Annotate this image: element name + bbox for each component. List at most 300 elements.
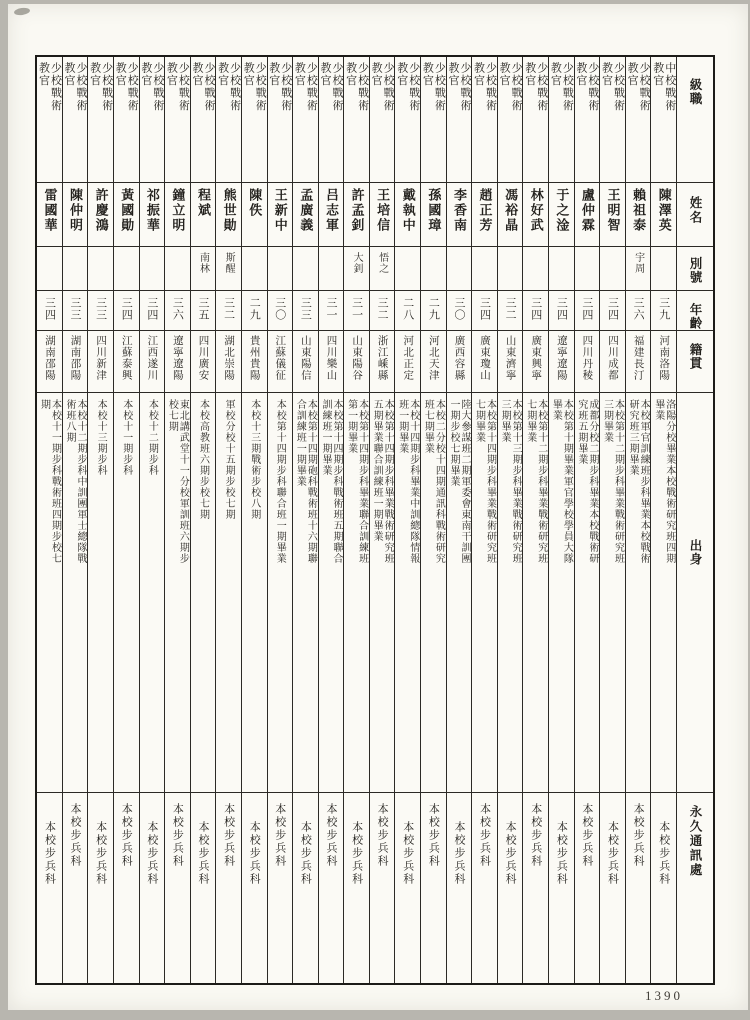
age-text: 三〇 [273, 297, 286, 321]
rank-cell [472, 57, 497, 183]
rank-text: 少校戰術教官 [446, 62, 471, 112]
background-text: 本校十四期步科畢業中訓總隊情報班一期畢業 [396, 399, 419, 564]
person-name: 林好武 [528, 188, 544, 233]
native-place-text: 湖北崇陽 [223, 335, 235, 381]
person-name: 戴執中 [400, 188, 416, 233]
person-name: 王培信 [375, 188, 391, 233]
age-text: 三四 [529, 297, 542, 321]
age-text: 三四 [606, 297, 619, 321]
rank-cell [37, 57, 62, 183]
native-place-text: 四川新津 [95, 335, 107, 381]
rank-cell [140, 57, 165, 183]
address-text: 本校步兵科 [94, 821, 107, 886]
native-place-cell [575, 331, 600, 393]
header-background-label: 出身 [688, 539, 702, 566]
rank-cell [523, 57, 548, 183]
name-cell [293, 183, 318, 247]
rank-text: 少校戰術教官 [191, 62, 216, 112]
alias-cell [319, 247, 344, 291]
age-text: 三四 [120, 297, 133, 321]
rank-cell [651, 57, 676, 183]
address-text: 本校步兵科 [555, 821, 568, 886]
age-cell [447, 291, 472, 331]
alias-cell [268, 247, 293, 291]
background-text: 本校第十二期步科畢業戰術研究班七期畢業 [524, 399, 547, 564]
address-cell [268, 793, 293, 983]
person-column [87, 57, 113, 983]
person-name: 王新中 [272, 188, 288, 233]
rank-text: 少校戰術教官 [63, 62, 88, 112]
native-place-cell [242, 331, 267, 393]
native-place-text: 遼寧遼陽 [171, 335, 183, 381]
person-name: 陳仲明 [68, 188, 84, 233]
native-place-text: 四川樂山 [325, 335, 337, 381]
address-text: 本校步兵科 [529, 803, 542, 868]
rank-cell [88, 57, 113, 183]
age-cell [293, 291, 318, 331]
native-place-cell [395, 331, 420, 393]
native-place-cell [140, 331, 165, 393]
name-cell [242, 183, 267, 247]
age-cell [498, 291, 523, 331]
age-text: 三四 [478, 297, 491, 321]
alias-cell [293, 247, 318, 291]
address-text: 本校步兵科 [657, 821, 670, 886]
address-text: 本校步兵科 [299, 821, 312, 886]
rank-text: 少校戰術教官 [242, 62, 267, 112]
background-cell [165, 393, 190, 793]
native-place-text: 河南洛陽 [658, 335, 670, 381]
person-name: 孟廣義 [298, 188, 314, 233]
background-cell [114, 393, 139, 793]
address-cell [421, 793, 446, 983]
person-column [292, 57, 318, 983]
background-cell [319, 393, 344, 793]
rank-cell [191, 57, 216, 183]
native-place-text: 四川成都 [607, 335, 619, 381]
address-cell [216, 793, 241, 983]
age-text: 三四 [580, 297, 593, 321]
background-text: 本校十二期步科 [146, 399, 158, 476]
header-rank-label: 級職 [688, 78, 702, 106]
address-text: 本校步兵科 [171, 803, 184, 868]
address-cell [626, 793, 651, 983]
header-name-label: 姓名 [688, 196, 702, 225]
native-place-text: 山東陽谷 [351, 335, 363, 381]
rank-cell [63, 57, 88, 183]
address-text: 本校步兵科 [43, 821, 56, 886]
native-place-cell [498, 331, 523, 393]
roster-table [37, 57, 713, 983]
background-text: 本校第十四期步科畢業戰術研究班七期畢業 [473, 399, 496, 564]
age-text: 二九 [427, 297, 440, 321]
age-cell [651, 291, 676, 331]
alias-cell [447, 247, 472, 291]
native-place-cell [600, 331, 625, 393]
age-cell [319, 291, 344, 331]
native-place-text: 福建長汀 [632, 335, 644, 381]
rank-text: 少校戰術教官 [421, 62, 446, 112]
address-cell [191, 793, 216, 983]
address-cell [344, 793, 369, 983]
background-cell [37, 393, 62, 793]
age-text: 三二 [222, 297, 235, 321]
name-cell [472, 183, 497, 247]
person-name: 馮裕晶 [503, 188, 519, 233]
header-name-cell [677, 183, 713, 247]
address-text: 本校步兵科 [376, 803, 389, 868]
address-text: 本校步兵科 [145, 821, 158, 886]
address-cell [165, 793, 190, 983]
native-place-cell [651, 331, 676, 393]
alias-cell [140, 247, 165, 291]
background-text: 本校二分校十四期通訊科戰術研究班七期畢業 [422, 399, 445, 564]
native-place-text: 廣東興寧 [530, 335, 542, 381]
background-cell [344, 393, 369, 793]
person-column [318, 57, 344, 983]
rank-cell [242, 57, 267, 183]
address-cell [523, 793, 548, 983]
background-text: 本校第十二期步科畢業戰術研究班三期畢業 [601, 399, 624, 564]
native-place-text: 江蘇儀征 [274, 335, 286, 381]
age-text: 三二 [504, 297, 517, 321]
name-cell [216, 183, 241, 247]
name-cell [575, 183, 600, 247]
header-native-place-cell [677, 331, 713, 393]
header-age-cell [677, 291, 713, 331]
name-cell [370, 183, 395, 247]
person-column [267, 57, 293, 983]
background-text: 成都分校二期步科畢業本校戰術研究班五期畢業 [575, 399, 598, 564]
background-cell [395, 393, 420, 793]
age-text: 三三 [94, 297, 107, 321]
address-text: 本校步兵科 [478, 803, 491, 868]
age-text: 三〇 [452, 297, 465, 321]
age-text: 三五 [197, 297, 210, 321]
age-cell [472, 291, 497, 331]
rank-cell [293, 57, 318, 183]
native-place-cell [344, 331, 369, 393]
native-place-cell [319, 331, 344, 393]
address-cell [88, 793, 113, 983]
name-cell [395, 183, 420, 247]
background-cell [216, 393, 241, 793]
name-cell [498, 183, 523, 247]
background-cell [575, 393, 600, 793]
address-cell [395, 793, 420, 983]
background-text: 本校第十三期步科畢業戰術研究班三期畢業 [499, 399, 522, 564]
rank-text: 少校戰術教官 [549, 62, 574, 112]
age-cell [216, 291, 241, 331]
native-place-text: 四川廣安 [197, 335, 209, 381]
background-cell [651, 393, 676, 793]
rank-text: 少校戰術教官 [370, 62, 395, 112]
name-cell [344, 183, 369, 247]
age-text: 三四 [43, 297, 56, 321]
background-cell [498, 393, 523, 793]
background-cell [140, 393, 165, 793]
background-cell [88, 393, 113, 793]
person-column [420, 57, 446, 983]
rank-text: 中校戰術教官 [651, 62, 676, 112]
background-text: 本校十一期步科戰術班四期步校七期 [38, 399, 61, 564]
age-cell [395, 291, 420, 331]
native-place-text: 遼寧遼陽 [555, 335, 567, 381]
native-place-text: 湖南邵陽 [43, 335, 55, 381]
age-text: 二八 [401, 297, 414, 321]
alias-cell [472, 247, 497, 291]
alias-cell [549, 247, 574, 291]
age-text: 三六 [171, 297, 184, 321]
alias-cell [575, 247, 600, 291]
rank-cell [114, 57, 139, 183]
person-column [164, 57, 190, 983]
native-place-cell [37, 331, 62, 393]
rank-text: 少校戰術教官 [626, 62, 651, 112]
rank-cell [626, 57, 651, 183]
person-column [37, 57, 62, 983]
person-name: 李香南 [451, 188, 467, 233]
person-name: 許慶鴻 [93, 188, 109, 233]
background-text: 本校十三期步科 [95, 399, 107, 476]
name-cell [549, 183, 574, 247]
alias-text: 悟之 [376, 252, 388, 274]
background-text: 本校第十四期步科戰術班五期聯合訓練班一期畢業 [319, 399, 342, 564]
native-place-cell [293, 331, 318, 393]
age-text: 二九 [248, 297, 261, 321]
native-place-text: 四川丹稜 [581, 335, 593, 381]
header-background-cell [677, 393, 713, 793]
address-cell [370, 793, 395, 983]
age-cell [88, 291, 113, 331]
native-place-cell [447, 331, 472, 393]
rank-text: 少校戰術教官 [139, 62, 164, 112]
alias-cell [63, 247, 88, 291]
person-column [497, 57, 523, 983]
alias-cell [242, 247, 267, 291]
address-text: 本校步兵科 [273, 803, 286, 868]
native-place-cell [626, 331, 651, 393]
name-cell [268, 183, 293, 247]
age-cell [63, 291, 88, 331]
alias-cell [370, 247, 395, 291]
age-cell [370, 291, 395, 331]
age-cell [268, 291, 293, 331]
rank-text: 少校戰術教官 [114, 62, 139, 112]
person-column [394, 57, 420, 983]
person-name: 程斌 [196, 188, 212, 218]
person-name: 鐘立明 [170, 188, 186, 233]
alias-cell [600, 247, 625, 291]
alias-cell [88, 247, 113, 291]
alias-cell [395, 247, 420, 291]
address-text: 本校步兵科 [504, 821, 517, 886]
person-name: 趙正芳 [477, 188, 493, 233]
rank-text: 少校戰術教官 [37, 62, 62, 112]
age-text: 三一 [350, 297, 363, 321]
address-cell [293, 793, 318, 983]
rank-cell [268, 57, 293, 183]
rank-text: 少校戰術教官 [318, 62, 343, 112]
rank-cell [165, 57, 190, 183]
person-column [446, 57, 472, 983]
header-native-place-label: 籍貫 [688, 343, 702, 370]
background-cell [63, 393, 88, 793]
native-place-cell [370, 331, 395, 393]
background-text: 本校第十四期步科聯合班一期畢業 [274, 399, 286, 564]
age-text: 三一 [324, 297, 337, 321]
address-text: 本校步兵科 [401, 821, 414, 886]
age-cell [575, 291, 600, 331]
person-column [650, 57, 676, 983]
address-text: 本校步兵科 [606, 821, 619, 886]
background-cell [191, 393, 216, 793]
native-place-cell [114, 331, 139, 393]
native-place-cell [549, 331, 574, 393]
address-text: 本校步兵科 [350, 821, 363, 886]
address-cell [37, 793, 62, 983]
person-column [625, 57, 651, 983]
native-place-cell [268, 331, 293, 393]
person-column [215, 57, 241, 983]
name-cell [191, 183, 216, 247]
age-text: 三三 [69, 297, 82, 321]
age-cell [626, 291, 651, 331]
person-name: 于之淦 [554, 188, 570, 233]
person-name: 陳佚 [247, 188, 263, 218]
header-alias-label: 別號 [688, 257, 702, 284]
header-alias-cell [677, 247, 713, 291]
alias-cell [421, 247, 446, 291]
person-column [522, 57, 548, 983]
name-cell [626, 183, 651, 247]
background-cell [549, 393, 574, 793]
name-cell [88, 183, 113, 247]
rank-text: 少校戰術教官 [293, 62, 318, 112]
alias-cell [626, 247, 651, 291]
native-place-text: 廣東瓊山 [479, 335, 491, 381]
background-cell [421, 393, 446, 793]
native-place-cell [88, 331, 113, 393]
address-text: 本校步兵科 [120, 803, 133, 868]
native-place-cell [191, 331, 216, 393]
address-cell [319, 793, 344, 983]
address-text: 本校步兵科 [197, 821, 210, 886]
address-cell [498, 793, 523, 983]
rank-text: 少校戰術教官 [600, 62, 625, 112]
background-text: 本校第十期畢業軍官學校學員大隊畢業 [550, 399, 573, 564]
address-text: 本校步兵科 [580, 803, 593, 868]
native-place-text: 河北天津 [427, 335, 439, 381]
person-column [113, 57, 139, 983]
person-column [471, 57, 497, 983]
rank-text: 少校戰術教官 [472, 62, 497, 112]
person-column [343, 57, 369, 983]
person-name: 孫國璋 [426, 188, 442, 233]
rank-text: 少校戰術教官 [395, 62, 420, 112]
alias-cell [114, 247, 139, 291]
address-cell [114, 793, 139, 983]
address-cell [63, 793, 88, 983]
header-column [676, 57, 713, 983]
native-place-text: 廣西容縣 [453, 335, 465, 381]
background-text: 本校高教班六期步校七期 [197, 399, 209, 520]
age-cell [549, 291, 574, 331]
alias-cell [344, 247, 369, 291]
address-cell [140, 793, 165, 983]
age-text: 三三 [299, 297, 312, 321]
background-cell [242, 393, 267, 793]
name-cell [600, 183, 625, 247]
native-place-text: 江蘇泰興 [120, 335, 132, 381]
header-age-label: 年齡 [688, 303, 702, 330]
person-column [62, 57, 88, 983]
person-column [599, 57, 625, 983]
background-cell [600, 393, 625, 793]
background-text: 本校第十四期砲科戰術班十六期聯合訓練班一期畢業 [294, 399, 317, 564]
background-cell [626, 393, 651, 793]
rank-cell [319, 57, 344, 183]
background-text: 本校十三期戰術步校八期 [248, 399, 260, 520]
person-name: 黃國勛 [119, 188, 135, 233]
age-cell [37, 291, 62, 331]
rank-text: 少校戰術教官 [165, 62, 190, 112]
background-text: 陸大參謀班二期軍委會東南干訓團一期步校七期畢業 [447, 399, 470, 564]
native-place-text: 貴州貴陽 [248, 335, 260, 381]
rank-text: 少校戰術教官 [88, 62, 113, 112]
alias-cell [37, 247, 62, 291]
person-column [574, 57, 600, 983]
alias-cell [523, 247, 548, 291]
person-column [241, 57, 267, 983]
age-cell [523, 291, 548, 331]
rank-cell [575, 57, 600, 183]
name-cell [319, 183, 344, 247]
header-address-cell [677, 793, 713, 983]
age-text: 三二 [376, 297, 389, 321]
name-cell [63, 183, 88, 247]
age-cell [140, 291, 165, 331]
alias-cell [216, 247, 241, 291]
rank-text: 少校戰術教官 [344, 62, 369, 112]
native-place-cell [472, 331, 497, 393]
background-cell [523, 393, 548, 793]
header-rank-cell [677, 57, 713, 183]
native-place-text: 浙江嵊縣 [376, 335, 388, 381]
rank-cell [216, 57, 241, 183]
name-cell [651, 183, 676, 247]
address-text: 本校步兵科 [632, 803, 645, 868]
address-text: 本校步兵科 [248, 821, 261, 886]
person-name: 盧仲霖 [579, 188, 595, 233]
native-place-text: 江西遂川 [146, 335, 158, 381]
person-column [190, 57, 216, 983]
person-name: 雷國華 [42, 188, 58, 233]
background-cell [370, 393, 395, 793]
alias-cell [165, 247, 190, 291]
rank-cell [447, 57, 472, 183]
background-text: 洛陽分校畢業本校戰術研究班四期畢業 [652, 399, 675, 564]
address-cell [472, 793, 497, 983]
native-place-cell [421, 331, 446, 393]
alias-text: 宇周 [632, 252, 644, 274]
age-text: 三六 [632, 297, 645, 321]
rank-cell [600, 57, 625, 183]
age-cell [344, 291, 369, 331]
address-cell [242, 793, 267, 983]
alias-text: 南林 [197, 252, 209, 274]
rank-text: 少校戰術教官 [267, 62, 292, 112]
